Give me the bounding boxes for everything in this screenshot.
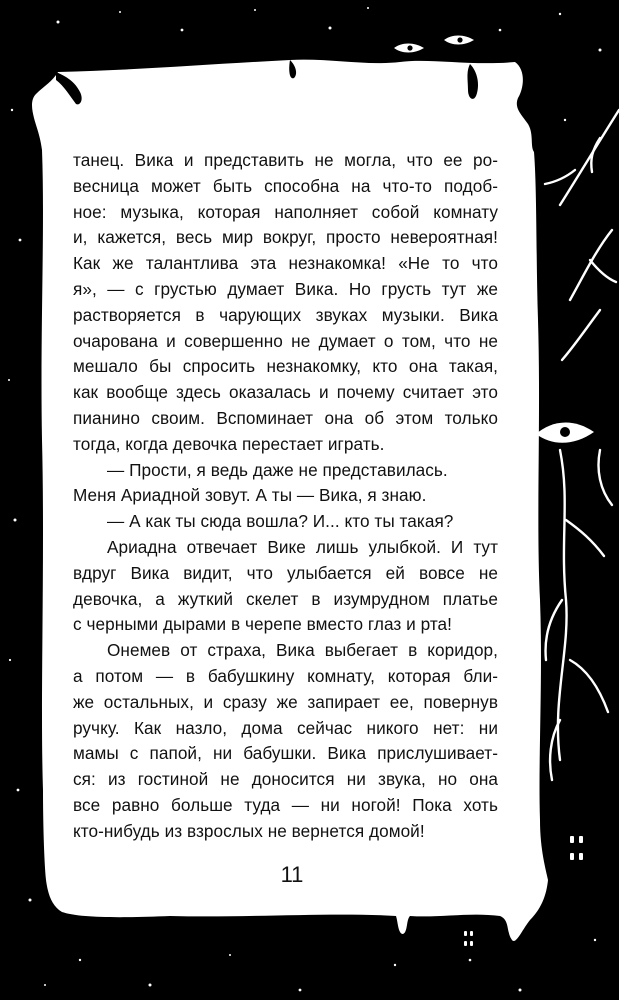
text-line: — А как ты сюда вошла? И... кто ты такая? [107, 511, 454, 532]
text-line: — Прости, я ведь даже не представилась. [107, 459, 448, 480]
text-line: а потом — в бабушкину комнату, которая бли- [73, 665, 498, 686]
text-line: же остальных, и сразу же запирает ее, повернув [73, 691, 498, 712]
text-line: с черными дырами в черепе вместо глаз и рта! [73, 614, 452, 635]
text-line: весница может быть способна на что-то подоб- [73, 175, 498, 196]
text-line: мешало бы спросить незнакомку, кто она такая, [73, 356, 498, 377]
text-line: тогда, когда девочка перестает играть. [73, 433, 385, 454]
text-line: Меня Ариадной зовут. А ты — Вика, я знаю. [73, 485, 427, 506]
story-text [73, 148, 498, 845]
page-number: 11 [280, 862, 304, 887]
tree-silhouette [536, 150, 619, 900]
text-line: и, кажется, весь мир вокруг, просто невероятная! [73, 227, 498, 248]
top-eyes-icon [394, 36, 474, 53]
text-line: танец. Вика и представить не могла, что ее ро- [73, 150, 498, 170]
text-line: растворяется в чарующих звуках музыки. Вика [73, 304, 498, 325]
text-line: мамы с папой, ни бабушки. Вика прислушивает- [73, 743, 498, 764]
text-line: я», — с грустью думает Вика. Но грусть тут же [73, 278, 498, 299]
text-line: как вообще здесь оказалась и почему считает это [73, 382, 498, 403]
text-line: ное: музыка, которая наполняет собой комнату [73, 201, 498, 222]
text-line: Ариадна отвечает Вике лишь улыбкой. И тут [107, 536, 498, 557]
text-line: Как же талантлива эта незнакомка! «Не то что [73, 253, 498, 274]
text-line: девочка, а жуткий скелет в изумрудном платье [73, 588, 498, 609]
text-line: пианино своим. Вспоминает она об этом только [73, 407, 498, 428]
text-line: кто-нибудь из взрослых не вернется домой! [73, 820, 425, 841]
text-line: все равно больше туда — ни ногой! Пока хоть [73, 794, 498, 815]
text-line: вдруг Вика видит, что улыбается ей вовсе не [73, 562, 498, 583]
text-line: Онемев от страха, Вика выбегает в коридор, [107, 640, 498, 661]
text-line: ся: из гостиной не доносится ни звука, но она [73, 769, 498, 790]
text-line: ручку. Как назло, дома сейчас никого нет: ни [73, 717, 498, 738]
text-line: очарована и совершенно не думает о том, что не [73, 330, 498, 351]
